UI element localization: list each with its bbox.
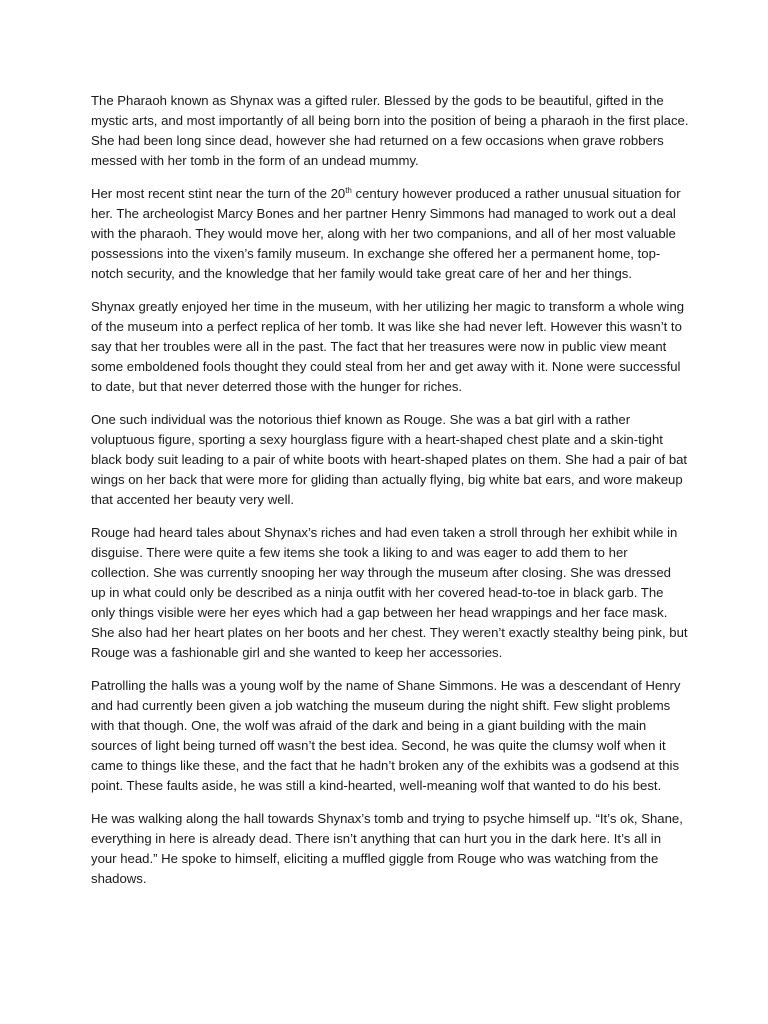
paragraph-7: He was walking along the hall towards Shynax’s tomb and trying to psyche himself up. “It’s ok, Shane, everything in here is already dead. There isn’t anything that can hurt you in the dark here. It’s all in your head.” He spoke to himself, eliciting a muffled giggle from Rouge who was watching from the shadows.: [91, 811, 683, 886]
paragraph-2-text-start: Her most recent stint near the turn of the 20: [91, 186, 346, 201]
paragraph-5: Rouge had heard tales about Shynax’s riches and had even taken a stroll through her exhibit while in disguise. There were quite a few items she took a liking to and was eager to add them to her collection. She was currently snooping her way through the museum after closing. She was dressed up in what could only be described as a ninja outfit with her covered head-to-toe in black garb. The only things visible were her eyes which had a gap between her head wrappings and her face mask. She also had her heart plates on her boots and her chest. They weren’t exactly stealthy being pink, but Rouge was a fashionable girl and she wanted to keep her accessories.: [91, 525, 688, 660]
document-body: [91, 91, 689, 902]
paragraph-2: [91, 184, 689, 284]
paragraph-2-text-end: century however produced a rather unusual situation for her. The archeologist Marcy Bones and her partner Henry Simmons had managed to work out a deal with the pharaoh. They would move her, along with her two companions, and all of her most valuable possessions into the vixen’s family museum. In exchange she offered her a permanent home, top-notch security, and the knowledge that her family would take great care of her and her things.: [91, 186, 681, 281]
paragraph-6: Patrolling the halls was a young wolf by the name of Shane Simmons. He was a descendant of Henry and had currently been given a job watching the museum during the night shift. Few slight problems with that though. One, the wolf was afraid of the dark and being in a giant building with the main sources of light being turned off wasn’t the best idea. Second, he was quite the clumsy wolf when it came to things like these, and the fact that he hadn’t broken any of the exhibits was a godsend at this point. These faults aside, he was still a kind-hearted, well-meaning wolf that wanted to do his best.: [91, 678, 681, 793]
paragraph-4: One such individual was the notorious thief known as Rouge. She was a bat girl with a rather voluptuous figure, sporting a sexy hourglass figure with a heart-shaped chest plate and a skin-tight black body suit leading to a pair of white boots with heart-shaped plates on them. She had a pair of bat wings on her back that were more for gliding than actually flying, big white bat ears, and wore makeup that accented her beauty very well.: [91, 412, 688, 507]
paragraph-3: Shynax greatly enjoyed her time in the museum, with her utilizing her magic to transform a whole wing of the museum into a perfect replica of her tomb. It was like she had never left. However this wasn’t to say that her troubles were all in the past. The fact that her treasures were now in public view meant some emboldened fools thought they could steal from her and get away with it. None were successful to date, but that never deterred those with the hunger for riches.: [91, 299, 685, 394]
ordinal-suffix: th: [345, 186, 352, 195]
paragraph-1: The Pharaoh known as Shynax was a gifted ruler. Blessed by the gods to be beautiful, gifted in the mystic arts, and most importantly of all being born into the position of being a pharaoh in the first place. She had been long since dead, however she had returned on a few occasions when grave robbers messed with her tomb in the form of an undead mummy.: [91, 93, 689, 168]
